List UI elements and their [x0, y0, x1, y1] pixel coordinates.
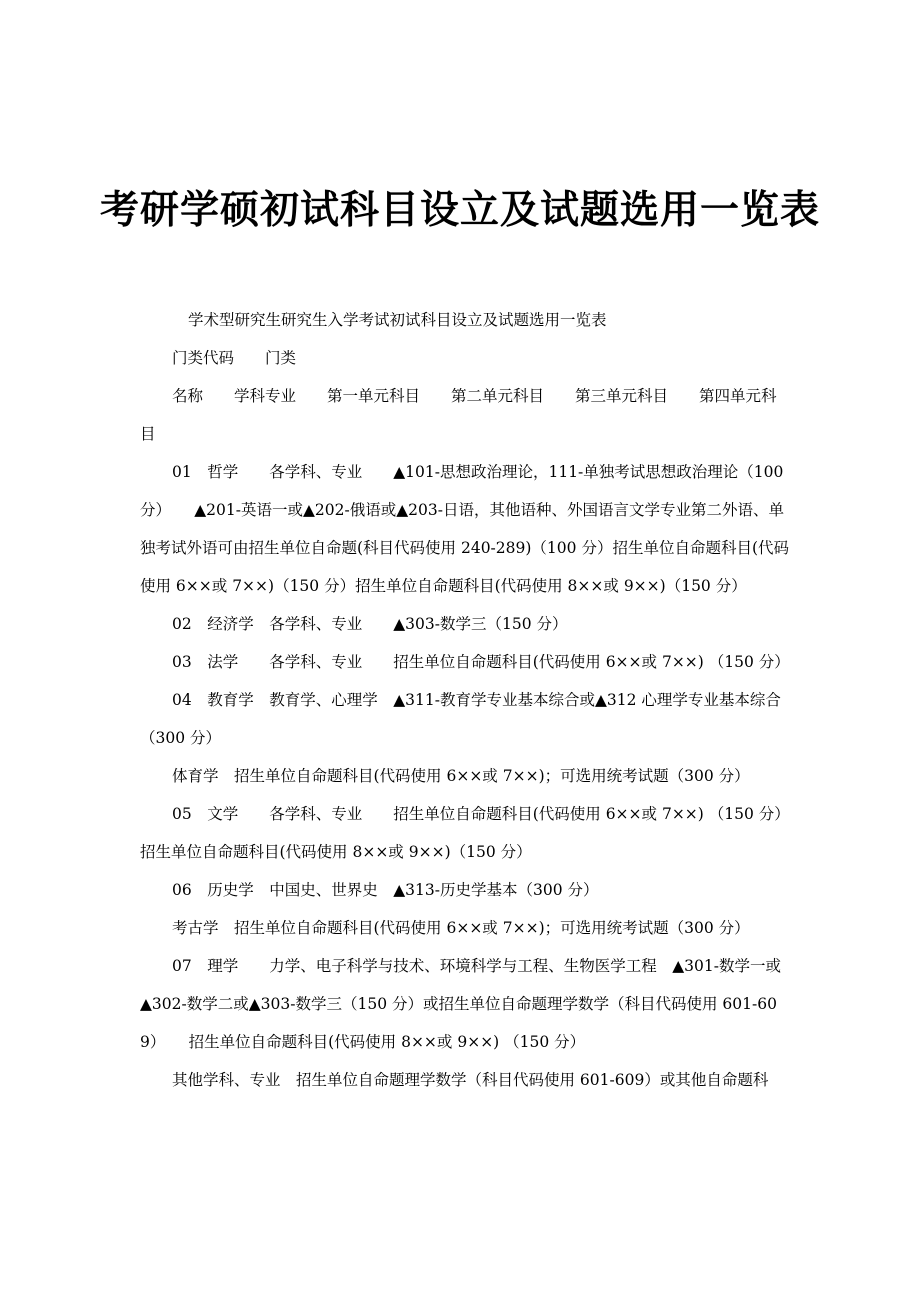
paragraph: 01 哲学 各学科、专业 ▲101-思想政治理论，111-单独考试思想政治理论（100分） ▲201-英语一或▲202-俄语或▲203-日语，其他语种、外国语言文学专业第二外语、单独考试外语可由招生单位自命题(科目代码使用 240-289)（100 分）招生单位自命题科目(代码使用 6××或 7××)（150 分）招生单位自命题科目(代码使用 8××或 9××)（150 分） — [140, 463, 789, 595]
paragraph: 05 文学 各学科、专业 招生单位自命题科目(代码使用 6××或 7××) （150 分） 招生单位自命题科目(代码使用 8××或 9××)（150 分） — [140, 805, 814, 861]
paragraph: 体育学 招生单位自命题科目(代码使用 6××或 7××)；可选用统考试题（300 分） — [172, 767, 750, 785]
document-body — [140, 301, 814, 1099]
paragraph: 其他学科、专业 招生单位自命题理学数学（科目代码使用 601-609）或其他自命题科 — [172, 1071, 769, 1089]
paragraph: 考古学 招生单位自命题科目(代码使用 6××或 7××)；可选用统考试题（300 分） — [172, 919, 750, 937]
paragraph: 门类代码 门类 — [172, 349, 297, 367]
paragraph: 07 理学 力学、电子科学与技术、环境科学与工程、生物医学工程 ▲301-数学一或▲302-数学二或▲303-数学三（150 分）或招生单位自命题理学数学（科目代码使用 601-609） 招生单位自命题科目(代码使用 8××或 9××) （150 分） — [140, 957, 781, 1051]
paragraph: 04 教育学 教育学、心理学 ▲311-教育学专业基本综合或▲312 心理学专业基本综合 （300 分） — [140, 691, 781, 747]
paragraph: 03 法学 各学科、专业 招生单位自命题科目(代码使用 6××或 7××) （150 分） — [172, 653, 790, 671]
paragraph: 名称 学科专业 第一单元科目 第二单元科目 第三单元科目 第四单元科目 — [140, 387, 777, 443]
document-subtitle: 学术型研究生研究生入学考试初试科目设立及试题选用一览表 — [188, 311, 607, 329]
paragraph: 02 经济学 各学科、专业 ▲303-数学三（150 分） — [172, 615, 568, 633]
paragraph: 06 历史学 中国史、世界史 ▲313-历史学基本（300 分） — [172, 881, 599, 899]
document-title: 考研学硕初试科目设立及试题选用一览表 — [99, 187, 820, 233]
